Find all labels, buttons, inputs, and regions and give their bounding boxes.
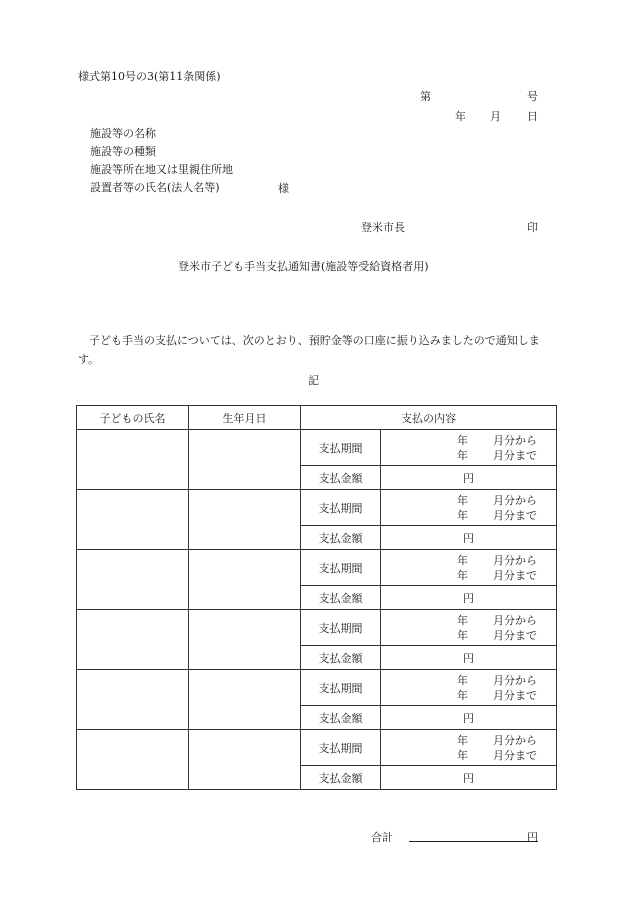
total-yen-unit: 円 <box>527 831 538 844</box>
from-year-unit: 年 <box>457 553 468 567</box>
to-month-text: 月分まで <box>493 448 537 462</box>
amount-value-cell[interactable] <box>381 586 557 610</box>
child-name-cell[interactable] <box>77 610 189 670</box>
seal-mark: 印 <box>527 221 538 234</box>
to-month-text: 月分まで <box>493 568 537 582</box>
notice-body: 子ども手当の支払については、次のとおり、預貯金等の口座に振り込みましたので通知します。 <box>78 334 540 366</box>
table-row-period <box>77 490 557 526</box>
to-year-unit: 年 <box>457 688 468 702</box>
from-year-unit: 年 <box>457 493 468 507</box>
total-label: 合計 <box>371 831 393 844</box>
from-year-unit: 年 <box>457 613 468 627</box>
yen-unit: 円 <box>463 591 474 605</box>
total-amount-field[interactable] <box>409 826 538 842</box>
to-month-text: 月分まで <box>493 628 537 642</box>
to-year-unit: 年 <box>457 748 468 762</box>
period-label: 支払期間 <box>301 490 381 526</box>
sender-name: 登米市長 <box>361 221 405 234</box>
yen-unit: 円 <box>463 651 474 665</box>
to-year-unit: 年 <box>457 448 468 462</box>
period-value-cell[interactable] <box>381 490 557 526</box>
to-month-text: 月分まで <box>493 748 537 762</box>
to-year-unit: 年 <box>457 508 468 522</box>
document-number-prefix: 第 <box>420 90 431 103</box>
amount-value-cell[interactable] <box>381 766 557 790</box>
to-year-unit: 年 <box>457 628 468 642</box>
from-month-text: 月分から <box>493 553 537 567</box>
date-day-label: 日 <box>527 110 538 123</box>
from-month-text: 月分から <box>493 673 537 687</box>
amount-label: 支払金額 <box>301 766 381 790</box>
payment-table <box>76 405 557 790</box>
child-name-cell[interactable] <box>77 670 189 730</box>
child-name-cell[interactable] <box>77 430 189 490</box>
period-value-cell[interactable] <box>381 430 557 466</box>
child-name-cell[interactable] <box>77 550 189 610</box>
yen-unit: 円 <box>463 771 474 785</box>
birth-date-cell[interactable] <box>189 730 301 790</box>
birth-date-cell[interactable] <box>189 550 301 610</box>
from-month-text: 月分から <box>493 493 537 507</box>
yen-unit: 円 <box>463 711 474 725</box>
from-month-text: 月分から <box>493 733 537 747</box>
yen-unit: 円 <box>463 531 474 545</box>
recipient-fields <box>90 125 233 197</box>
amount-label: 支払金額 <box>301 706 381 730</box>
period-label: 支払期間 <box>301 670 381 706</box>
period-label: 支払期間 <box>301 730 381 766</box>
amount-value-cell[interactable] <box>381 526 557 550</box>
birth-date-cell[interactable] <box>189 490 301 550</box>
table-row-period <box>77 430 557 466</box>
amount-value-cell[interactable] <box>381 706 557 730</box>
form-number: 様式第10号の3(第11条関係) <box>78 70 221 83</box>
yen-unit: 円 <box>463 471 474 485</box>
amount-label: 支払金額 <box>301 466 381 490</box>
period-value-cell[interactable] <box>381 670 557 706</box>
period-label: 支払期間 <box>301 430 381 466</box>
child-name-cell[interactable] <box>77 490 189 550</box>
header-payment-details: 支払の内容 <box>301 406 557 430</box>
facility-type-label: 施設等の種類 <box>90 145 156 158</box>
child-name-cell[interactable] <box>77 730 189 790</box>
table-row-period <box>77 670 557 706</box>
facility-name-label: 施設等の名称 <box>90 127 156 140</box>
period-label: 支払期間 <box>301 610 381 646</box>
period-value-cell[interactable] <box>381 550 557 586</box>
table-header-row <box>77 406 557 430</box>
document-title: 登米市子ども手当支払通知書(施設等受給資格者用) <box>178 260 429 273</box>
period-value-cell[interactable] <box>381 730 557 766</box>
birth-date-cell[interactable] <box>189 610 301 670</box>
period-label: 支払期間 <box>301 550 381 586</box>
from-year-unit: 年 <box>457 673 468 687</box>
to-year-unit: 年 <box>457 568 468 582</box>
birth-date-cell[interactable] <box>189 670 301 730</box>
to-month-text: 月分まで <box>493 688 537 702</box>
amount-value-cell[interactable] <box>381 466 557 490</box>
period-value-cell[interactable] <box>381 610 557 646</box>
header-birth-date: 生年月日 <box>189 406 301 430</box>
header-child-name: 子どもの氏名 <box>77 406 189 430</box>
amount-label: 支払金額 <box>301 646 381 670</box>
from-month-text: 月分から <box>493 613 537 627</box>
facility-address-label: 施設等所在地又は里親住所地 <box>90 163 233 176</box>
ki-marker: 記 <box>308 374 319 387</box>
amount-label: 支払金額 <box>301 526 381 550</box>
honorific: 様 <box>278 182 289 195</box>
birth-date-cell[interactable] <box>189 430 301 490</box>
from-month-text: 月分から <box>493 433 537 447</box>
date-year-label: 年 <box>455 110 466 123</box>
to-month-text: 月分まで <box>493 508 537 522</box>
from-year-unit: 年 <box>457 433 468 447</box>
table-row-period <box>77 610 557 646</box>
document-number-suffix: 号 <box>527 90 538 103</box>
amount-label: 支払金額 <box>301 586 381 610</box>
date-month-label: 月 <box>490 110 501 123</box>
founder-name-label: 設置者等の氏名(法人名等) <box>90 181 220 194</box>
from-year-unit: 年 <box>457 733 468 747</box>
table-row-period <box>77 550 557 586</box>
table-row-period <box>77 730 557 766</box>
amount-value-cell[interactable] <box>381 646 557 670</box>
